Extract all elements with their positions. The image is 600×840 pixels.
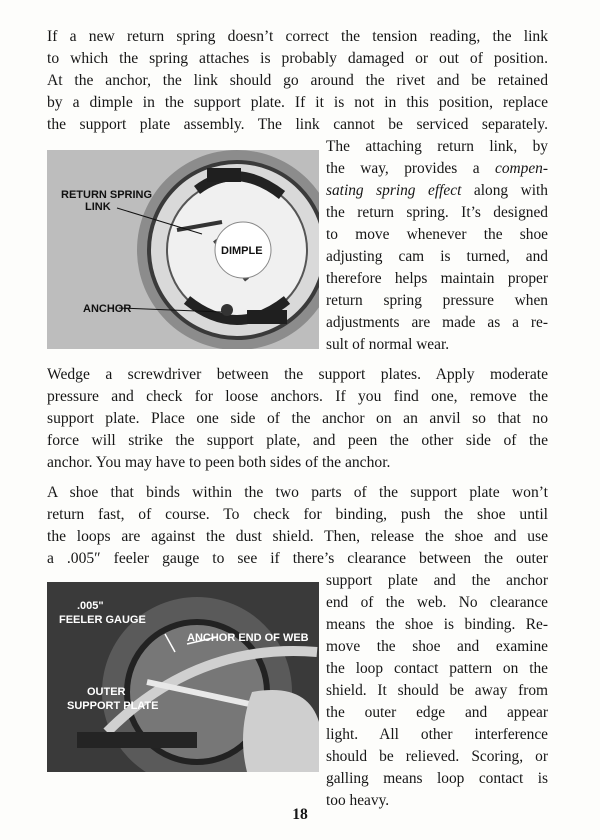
paragraph-3-side-line: the outer edge and appear xyxy=(326,704,548,721)
paragraph-1-line: the support plate assembly. The link cannot be serviced separately. xyxy=(47,116,548,133)
label-dimple: DIMPLE xyxy=(221,245,263,257)
label-005: .005" xyxy=(77,600,104,612)
paragraph-1-side-line: the return spring. It’s designed xyxy=(326,204,548,221)
label-outer: OUTER xyxy=(87,686,126,698)
paragraph-3-side-line: should be relieved. Scoring, or xyxy=(326,748,548,765)
paragraph-3-side-line: shield. It should be away from xyxy=(326,682,548,699)
paragraph-3-float-block xyxy=(47,570,548,812)
paragraph-3-side-line: move the shoe and examine xyxy=(326,638,548,655)
paragraph-3-side-line: means the shoe is binding. Re- xyxy=(326,616,548,633)
paragraph-1-line: by a dimple in the support plate. If it is not in this position, replace xyxy=(47,94,548,111)
paragraph-3-line: a .005″ feeler gauge to see if there’s clearance between the outer xyxy=(47,550,548,567)
paragraph-1-side-line: The attaching return link, by xyxy=(326,138,548,155)
paragraph-2-line: anchor. You may have to peen both sides of the anchor. xyxy=(47,454,391,471)
paragraph-1-side-line: the way, provides a compen- xyxy=(326,160,548,177)
paragraph-2-line: force will strike the support plate, and peen the other side of the xyxy=(47,432,548,449)
paragraph-2-line: pressure and check for loose anchors. If you find one, remove the xyxy=(47,388,548,405)
paragraph-3-side-line: too heavy. xyxy=(326,792,390,809)
label-support-plate: SUPPORT PLATE xyxy=(67,700,159,712)
paragraph-1-side-line: sult of normal wear. xyxy=(326,336,450,353)
label-anchor-end-of-web: ANCHOR END OF WEB xyxy=(187,632,309,644)
paragraph-3-line: the loops are against the dust shield. Then, release the shoe and use xyxy=(47,528,548,545)
paragraph-1-side-line: return spring pressure when xyxy=(326,292,548,309)
paragraph-1-side-line: to move whenever the shoe xyxy=(326,226,548,243)
paragraph-1-side-line: sating spring effect along with xyxy=(326,182,548,199)
label-return-spring: RETURN SPRING xyxy=(61,189,153,201)
paragraph-1-line: If a new return spring doesn’t correct the tension reading, the link xyxy=(47,28,548,45)
label-feeler-gauge: FEELER GAUGE xyxy=(59,614,146,626)
paragraph-3-line: return fast, of course. To check for binding, push the shoe until xyxy=(47,506,548,523)
paragraph-3 xyxy=(47,482,548,812)
figure-brake-support-plate xyxy=(47,150,319,349)
paragraph-1-side-line: adjustments are made as a re- xyxy=(326,314,548,331)
paragraph-3-side-lines xyxy=(326,570,548,812)
paragraph-1-line: At the anchor, the link should go around the rivet and be retained xyxy=(47,72,548,89)
brake-assembly-photo xyxy=(47,150,319,349)
paragraph-3-side-line: the loop contact pattern on the xyxy=(326,660,548,677)
paragraph-1-side-line: adjusting cam is turned, and xyxy=(326,248,548,265)
label-link: LINK xyxy=(85,201,111,213)
paragraph-3-side-line: end of the web. No clearance xyxy=(326,594,548,611)
paragraph-3-lines xyxy=(47,482,548,570)
paragraph-3-side-line: support plate and the anchor xyxy=(326,572,548,589)
paragraph-2-line: support plate. Place one side of the anchor on an anvil so that no xyxy=(47,410,548,427)
paragraph-2-line: Wedge a screwdriver between the support plates. Apply moderate xyxy=(47,366,548,383)
paragraph-3-side-line: galling means loop contact is xyxy=(326,770,548,787)
paragraph-1-lines xyxy=(47,26,548,136)
page-body xyxy=(47,26,548,820)
paragraph-1-side-lines xyxy=(326,136,548,356)
page-number: 18 xyxy=(292,806,308,823)
figure-feeler-gauge xyxy=(47,582,319,772)
label-anchor: ANCHOR xyxy=(83,303,132,315)
paragraph-2 xyxy=(47,364,548,474)
paragraph-2-lines xyxy=(47,364,548,474)
paragraph-3-line: A shoe that binds within the two parts of the support plate won’t xyxy=(47,484,548,501)
paragraph-1-line: to which the spring attaches is probably damaged or out of position. xyxy=(47,50,548,67)
paragraph-1 xyxy=(47,26,548,356)
paragraph-1-side-line: therefore helps maintain proper xyxy=(326,270,548,287)
paragraph-1-float-block xyxy=(47,136,548,356)
paragraph-3-side-line: light. All other interference xyxy=(326,726,548,743)
feeler-gauge-photo xyxy=(47,582,319,772)
